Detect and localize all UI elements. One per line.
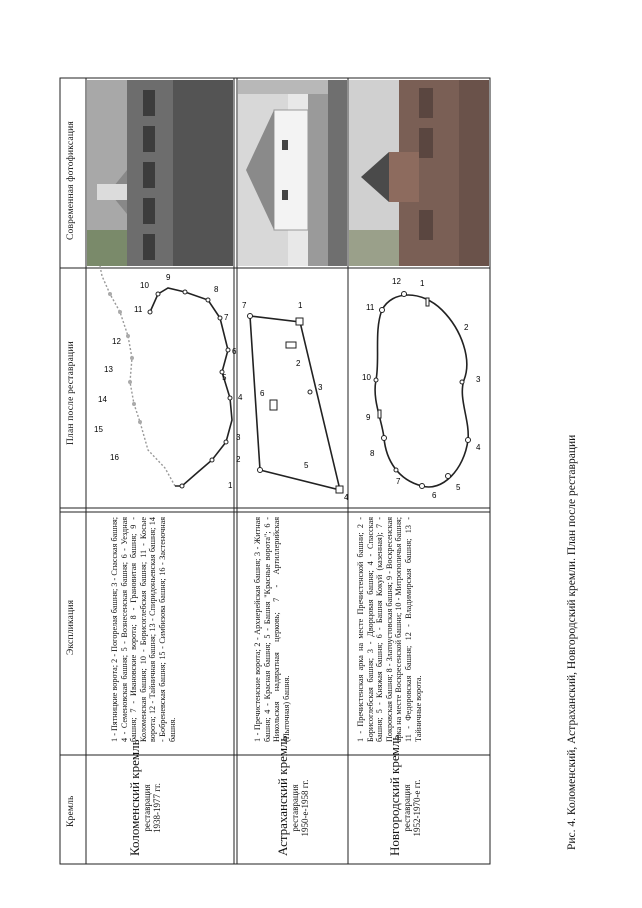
row1-plan-label-12: 12: [112, 337, 121, 346]
row2-name-cell: [275, 735, 310, 856]
row2-subtitle-1: реставрация: [290, 784, 300, 832]
row1-name: Коломенский кремль: [127, 739, 142, 856]
row3-plan-label-1: 1: [420, 279, 425, 288]
row3-plan-label-9: 9: [366, 413, 371, 422]
row2-explication: 1 - Пречистенские ворота; 2 - Архиерейская башня; 3 - Житная башня; 4 - Красная башня; 5 - Башня "Красные ворота"; 6 - Никольская надвратная церковь; 7 - Артиллерийская (Пыточная) башня.: [253, 517, 291, 742]
row3-plan-label-6: 6: [432, 491, 437, 500]
header-photo: Современная фотофиксация: [66, 121, 76, 240]
row1-subtitle-1: реставрация: [142, 784, 152, 832]
row3-plan-label-11: 11: [366, 303, 375, 312]
row3-plan-label-3: 3: [476, 375, 481, 384]
row1-plan-label-7: 7: [224, 313, 229, 322]
row1-plan-label-5: 5: [222, 373, 227, 382]
row2-photo: [238, 80, 347, 266]
header-explication: Экспликация: [66, 599, 76, 655]
row2-name: Астраханский кремль: [275, 735, 290, 856]
row3-name: Новгородский кремль: [387, 734, 402, 856]
row1-plan-label-6: 6: [232, 347, 237, 356]
row2-plan-label-7: 7: [242, 301, 247, 310]
row1-plan-label-15: 15: [94, 425, 103, 434]
row2-plan-label-3: 3: [318, 383, 323, 392]
row1-plan-label-3: 3: [236, 433, 241, 442]
row3-plan-label-10: 10: [362, 373, 371, 382]
row2-plan: [240, 272, 349, 502]
row2-plan-label-1: 1: [298, 301, 303, 310]
row2-plan-label-6: 6: [260, 389, 265, 398]
row3-plan-label-12: 12: [392, 277, 401, 286]
row1-plan-label-4: 4: [238, 393, 243, 402]
row1-plan-label-9: 9: [166, 273, 171, 282]
row3-plan-label-4: 4: [476, 443, 481, 452]
row3-explication: 1 - Пречистенская арка на месте Пречистенской башни; 2 - Борисоглебская башня; 3 - Дворцовая башня; 4 - Спасская башня; 5 - Княжая башня; 6 - Башня Кокуй (казенная); 7 - Покровская башня; 8 - Златоустовская башня; 9 - Воскресенская арка на месте Воскресенской башни; 10 - Митрополичья башня; 11 - Федоровская башня; 12 - Владимирская башня; 13 - Тайничные ворота.: [356, 517, 423, 742]
row1-plan-label-13: 13: [104, 365, 113, 374]
header-plan: План после реставрации: [66, 341, 76, 445]
row3-subtitle-2: 1952-1970-е гг.: [412, 779, 422, 837]
row2-plan-label-5: 5: [304, 461, 309, 470]
row2-plan-label-4: 4: [344, 493, 349, 502]
header-kremlin: Кремль: [66, 795, 76, 827]
row3-plan-label-5: 5: [456, 483, 461, 492]
figure-caption: Рис. 4. Коломенский, Астраханский, Новгородский кремли. План после реставрации: [566, 434, 578, 850]
row1-explication: 1 - Пятницкие ворота; 2 - Погорелая башня; 3 - Спасская башня; 4 - Семеновская башня; 5 - Вознесенская башня; 6 - Уездная башня; 7 - Ивановские ворота; 8 - Грановитая башня; 9 - Коломенская башня; 10 - Борисоглебская башня; 11 - Косые ворота; 12 - Тайничная башня; 13 - Спиридоньевская башня; 14 - Бобреневская башня; 15 - Симбизова башня; 16 - Застеночная башня.: [110, 517, 177, 742]
row2-plan-label-2: 2: [296, 359, 301, 368]
row3-photo: [349, 80, 489, 266]
row1-name-cell: [127, 739, 162, 856]
row1-plan-label-2: 2: [236, 455, 241, 464]
row2-subtitle-2: 1950-е-1958 гг.: [300, 779, 310, 837]
row1-subtitle-2: 1938-1977 гг.: [152, 783, 162, 833]
row1-plan-label-1: 1: [228, 481, 233, 490]
row1-photo: [87, 80, 233, 266]
row3-plan-label-2: 2: [464, 323, 469, 332]
row1-plan-label-8: 8: [214, 285, 219, 294]
row1-plan: [90, 272, 243, 502]
row1-plan-label-16: 16: [110, 453, 119, 462]
row1-plan-label-10: 10: [140, 281, 149, 290]
row3-name-cell: [387, 734, 422, 856]
row3-plan-label-8: 8: [370, 449, 375, 458]
row1-plan-label-14: 14: [98, 395, 107, 404]
row3-plan-label-7: 7: [396, 477, 401, 486]
row3-plan: [352, 270, 487, 502]
row3-subtitle-1: реставрация: [402, 784, 412, 832]
row1-plan-label-11: 11: [134, 305, 143, 314]
